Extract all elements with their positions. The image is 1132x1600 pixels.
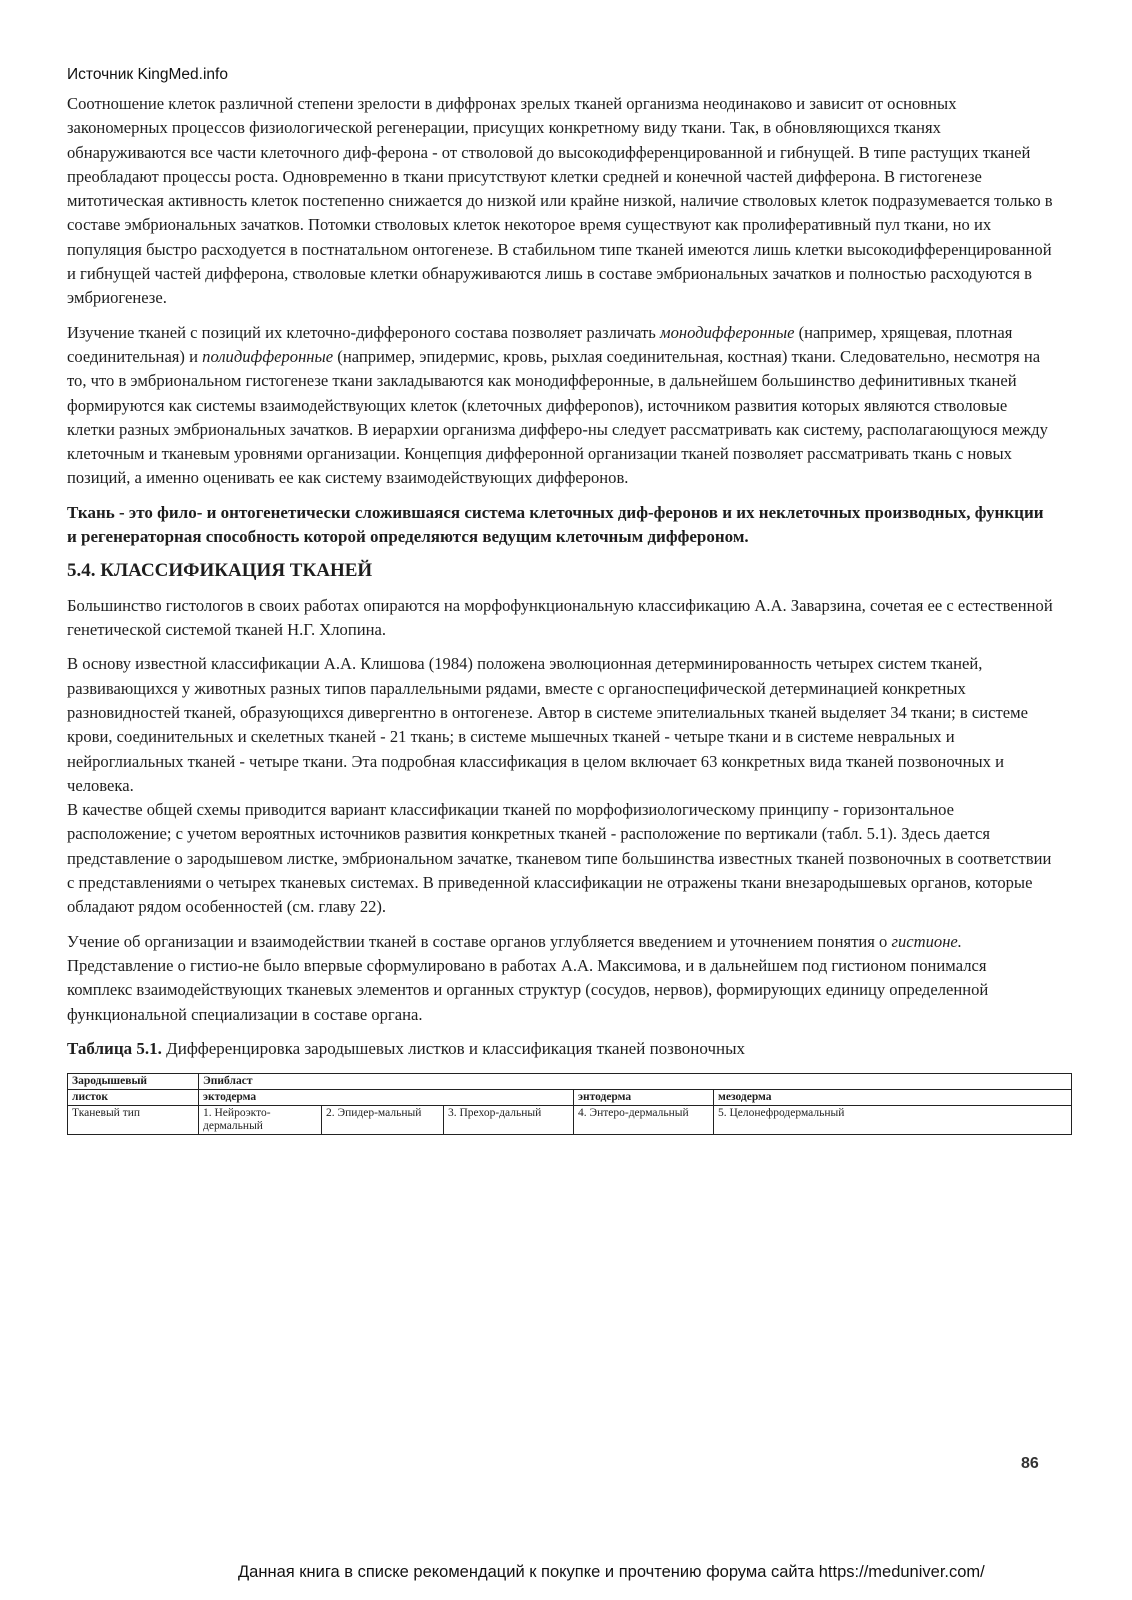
table-cell: 2. Эпидер-мальный bbox=[322, 1106, 444, 1135]
table-row bbox=[68, 1090, 1072, 1106]
table-row bbox=[68, 1106, 1072, 1135]
table-cell: 1. Нейроэкто-дермальный bbox=[199, 1106, 322, 1135]
table-cell: Эпибласт bbox=[199, 1074, 1072, 1090]
table-caption-label: Таблица 5.1. bbox=[67, 1038, 162, 1058]
footer-note: Данная книга в списке рекомендаций к покупке и прочтению форума сайта https://meduniver.com/ bbox=[238, 1563, 985, 1581]
paragraph-histion: Учение об организации и взаимодействии тканей в составе органов углубляется введением и уточнением понятия о гистионе. Представление о гистио-не было впервые сформулировано в работах А.А. Максимова, и в дальнейшем под гистионом понимался комплекс взаимодействующих тканевых элементов и органных структур (сосудов, нервов), формирующих единицу определенной функциональной специализации в составе органа. bbox=[67, 931, 989, 1024]
table-cell: 4. Энтеро-дермальный bbox=[574, 1106, 714, 1135]
table-cell: энтодерма bbox=[574, 1090, 714, 1106]
source-label: Источник KingMed.info bbox=[67, 66, 228, 83]
table-caption-text: Дифференцировка зародышевых листков и классификация тканей позвоночных bbox=[161, 1038, 746, 1058]
table-cell: 3. Прехор-дальный bbox=[444, 1106, 574, 1135]
table-cell: 5. Целонефродермальный bbox=[714, 1106, 1072, 1135]
table-cell: мезодерма bbox=[714, 1090, 1072, 1106]
page-number: 86 bbox=[1021, 1455, 1039, 1472]
table-cell: Зародышевый bbox=[68, 1074, 199, 1090]
term-histion: гистионе. bbox=[891, 931, 962, 951]
table-row bbox=[68, 1074, 1072, 1090]
table-cell: Тканевый тип bbox=[68, 1106, 199, 1135]
paragraph-differon-composition: Изучение тканей с позиций их клеточно-диффероного состава позволяет различать монодифферонные (например, хрящевая, плотная соединительная) и полидифферонные (например, эпидермис, кровь, рыхлая соединительная, костная) ткани. Следовательно, несмотря на то, что в эмбриональном гистогенезе ткани закладываются как монодифферонные, в дальнейшем большинство дефинитивных тканей формируются как системы взаимодействующих клеток (клеточных диффероnов), источником развития которых являются стволовые клетки разных эмбриональных зачатков. В иерархии организма дифферо-ны следует рассматривать как систему, располагающуюся между клеточным и тканевым уровнями организации. Концепция дифферонной организации тканей позволяет рассматривать ткань с новых позиций, а именно оценивать ее как систему взаимодействующих дифферонов. bbox=[67, 322, 1048, 488]
paragraph-klishov: В основу известной классификации А.А. Клишова (1984) положена эволюционная детерминированность четырех систем тканей, развивающихся у животных разных типов параллельными рядами, вместе с органоспецифической детерминацией конкретных разновидностей тканей, образующихся дивергентно в онтогенезе. Автор в системе эпителиальных тканей выделяет 34 ткани; в системе крови, соединительных и скелетных тканей - 21 ткань; в системе мышечных тканей - четыре ткани и в системе невральных и нейроглиальных тканей - четыре ткани. Эта подробная классификация в целом включает 63 конкретных вида тканей позвоночных и человека. bbox=[67, 654, 1029, 795]
section-heading: 5.4. КЛАССИФИКАЦИЯ ТКАНЕЙ bbox=[67, 559, 373, 581]
paragraph-general-scheme: В качестве общей схемы приводится вариант классификации тканей по морфофизиологическому принципу - горизонтальное расположение; с учетом вероятных источников развития конкретных тканей - расположение по вертикали (табл. 5.1). Здесь дается представление о зародышевом листке, эмбриональном зачатке, тканевом типе большинства известных тканей позвоночных в соответствии с представлениями о четырех тканевых системах. В приведенной классификации не отражены ткани внезародышевых органов, которые обладают рядом особенностей (см. главу 22). bbox=[67, 800, 1052, 917]
page-body bbox=[67, 92, 1055, 1135]
tissue-definition: Ткань - это фило- и онтогенетически сложившаяся система клеточных диф-феронов и их неклеточных производных, функции и регенераторная способность которой определяются ведущим клеточным диффероном. bbox=[67, 502, 1044, 547]
table-cell: листок bbox=[68, 1090, 199, 1106]
term-monodifferon: монодифферонные bbox=[660, 322, 795, 342]
table-caption bbox=[67, 1037, 1055, 1061]
paragraph-zavarzin: Большинство гистологов в своих работах опираются на морфофункциональную классификацию А.А. Заварзина, сочетая ее с естественной генетической системой тканей Н.Г. Хлопина. bbox=[67, 595, 1053, 640]
term-polydifferon: полидифферонные bbox=[202, 346, 334, 366]
table-cell: эктодерма bbox=[199, 1090, 574, 1106]
paragraph-differon-maturity: Соотношение клеток различной степени зрелости в диффронах зрелых тканей организма неодинаково и зависит от основных закономерных процессов физиологической регенерации, присущих конкретному виду ткани. Так, в обновляющихся тканях обнаруживаются все части клеточного диф-ферона - от стволовой до высокодифференцированной и гибнущей. В типе растущих тканей преобладают процессы роста. Одновременно в ткани присутствуют клетки средней и конечной частей дифферона. В гистогенезе митотическая активность клеток постепенно снижается до низкой или крайне низкой, наличие стволовых клеток подразумевается только в составе эмбриональных зачатков. Потомки стволовых клеток некоторое время существуют как пролиферативный пул ткани, но их популяция быстро расходуется в постнатальном онтогенезе. В стабильном типе тканей имеются лишь клетки высокодифференцированной и гибнущей частей дифферона, стволовые клетки обнаруживаются лишь в составе эмбриональных зачатков и полностью расходуются в эмбриогенезе. bbox=[67, 94, 1053, 308]
tissue-classification-table bbox=[67, 1073, 1072, 1135]
